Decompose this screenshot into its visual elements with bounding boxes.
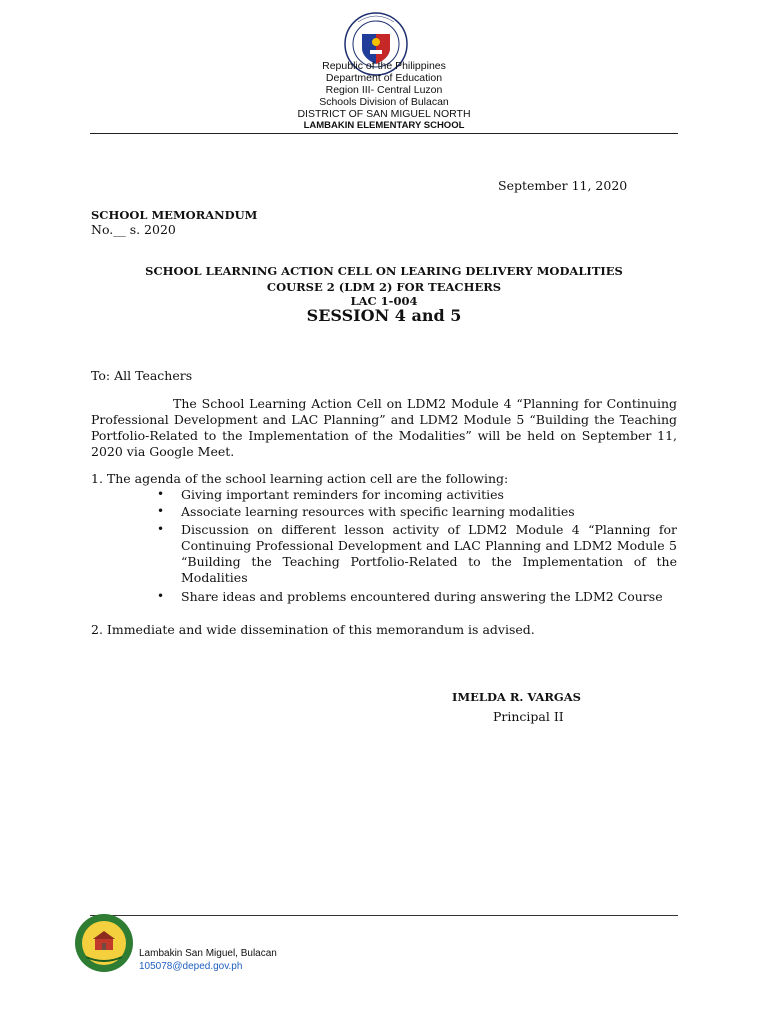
footer-address: Lambakin San Miguel, Bulacan xyxy=(139,948,277,959)
bullet-icon: • xyxy=(157,487,165,501)
header-divider xyxy=(90,133,678,134)
memo-number: No.__ s. 2020 xyxy=(91,222,176,237)
header-division: Schools Division of Bulacan xyxy=(319,96,449,108)
header-region: Region III- Central Luzon xyxy=(325,84,443,96)
school-logo-icon xyxy=(74,913,134,973)
header-district: DISTRICT OF SAN MIGUEL NORTH xyxy=(297,108,471,120)
memo-session: SESSION 4 and 5 xyxy=(306,306,462,325)
memo-date: September 11, 2020 xyxy=(498,178,628,193)
agenda-item: Giving important reminders for incoming activities xyxy=(181,487,504,502)
bullet-icon: • xyxy=(157,589,165,603)
footer-email-link[interactable]: 105078@deped.gov.ph xyxy=(139,961,243,972)
bullet-icon: • xyxy=(157,522,165,536)
memo-heading: SCHOOL MEMORANDUM xyxy=(91,208,258,222)
agenda-item: Associate learning resources with specific learning modalities xyxy=(181,504,575,519)
memo-title-line-2: COURSE 2 (LDM 2) FOR TEACHERS xyxy=(266,280,502,294)
agenda-item: Share ideas and problems encountered during answering the LDM2 Course xyxy=(181,589,663,604)
agenda-item: Discussion on different lesson activity of LDM2 Module 4 “Planning for Continuing Professional Development and LAC Planning and LDM2 Module 5 “Building the Teaching Portfolio-Related to the Implementation of the Modalities xyxy=(181,522,677,585)
memo-title-line-3: LAC 1-004 xyxy=(350,294,418,308)
signatory-name: IMELDA R. VARGAS xyxy=(452,690,581,704)
memo-item-2: 2. Immediate and wide dissemination of this memorandum is advised. xyxy=(91,622,535,637)
signatory-position: Principal II xyxy=(493,709,564,724)
memo-recipient: To: All Teachers xyxy=(91,368,193,383)
header-country: Republic of the Philippines xyxy=(322,60,446,72)
header-school: LAMBAKIN ELEMENTARY SCHOOL xyxy=(303,120,465,131)
memo-body-paragraph: The School Learning Action Cell on LDM2 Module 4 “Planning for Continuing Professional Development and LAC Planning” and LDM2 Module 5 “Building the Teaching Portfolio-Related to the Implementation of the Modalities” will be held on September 11, 2020 via Google Meet. xyxy=(91,396,677,459)
footer-divider xyxy=(90,915,678,916)
memo-title-line-1: SCHOOL LEARNING ACTION CELL ON LEARING DELIVERY MODALITIES xyxy=(145,264,623,278)
bullet-icon: • xyxy=(157,504,165,518)
memo-item-1: 1. The agenda of the school learning action cell are the following: xyxy=(91,471,509,486)
header-department: Department of Education xyxy=(325,72,443,84)
